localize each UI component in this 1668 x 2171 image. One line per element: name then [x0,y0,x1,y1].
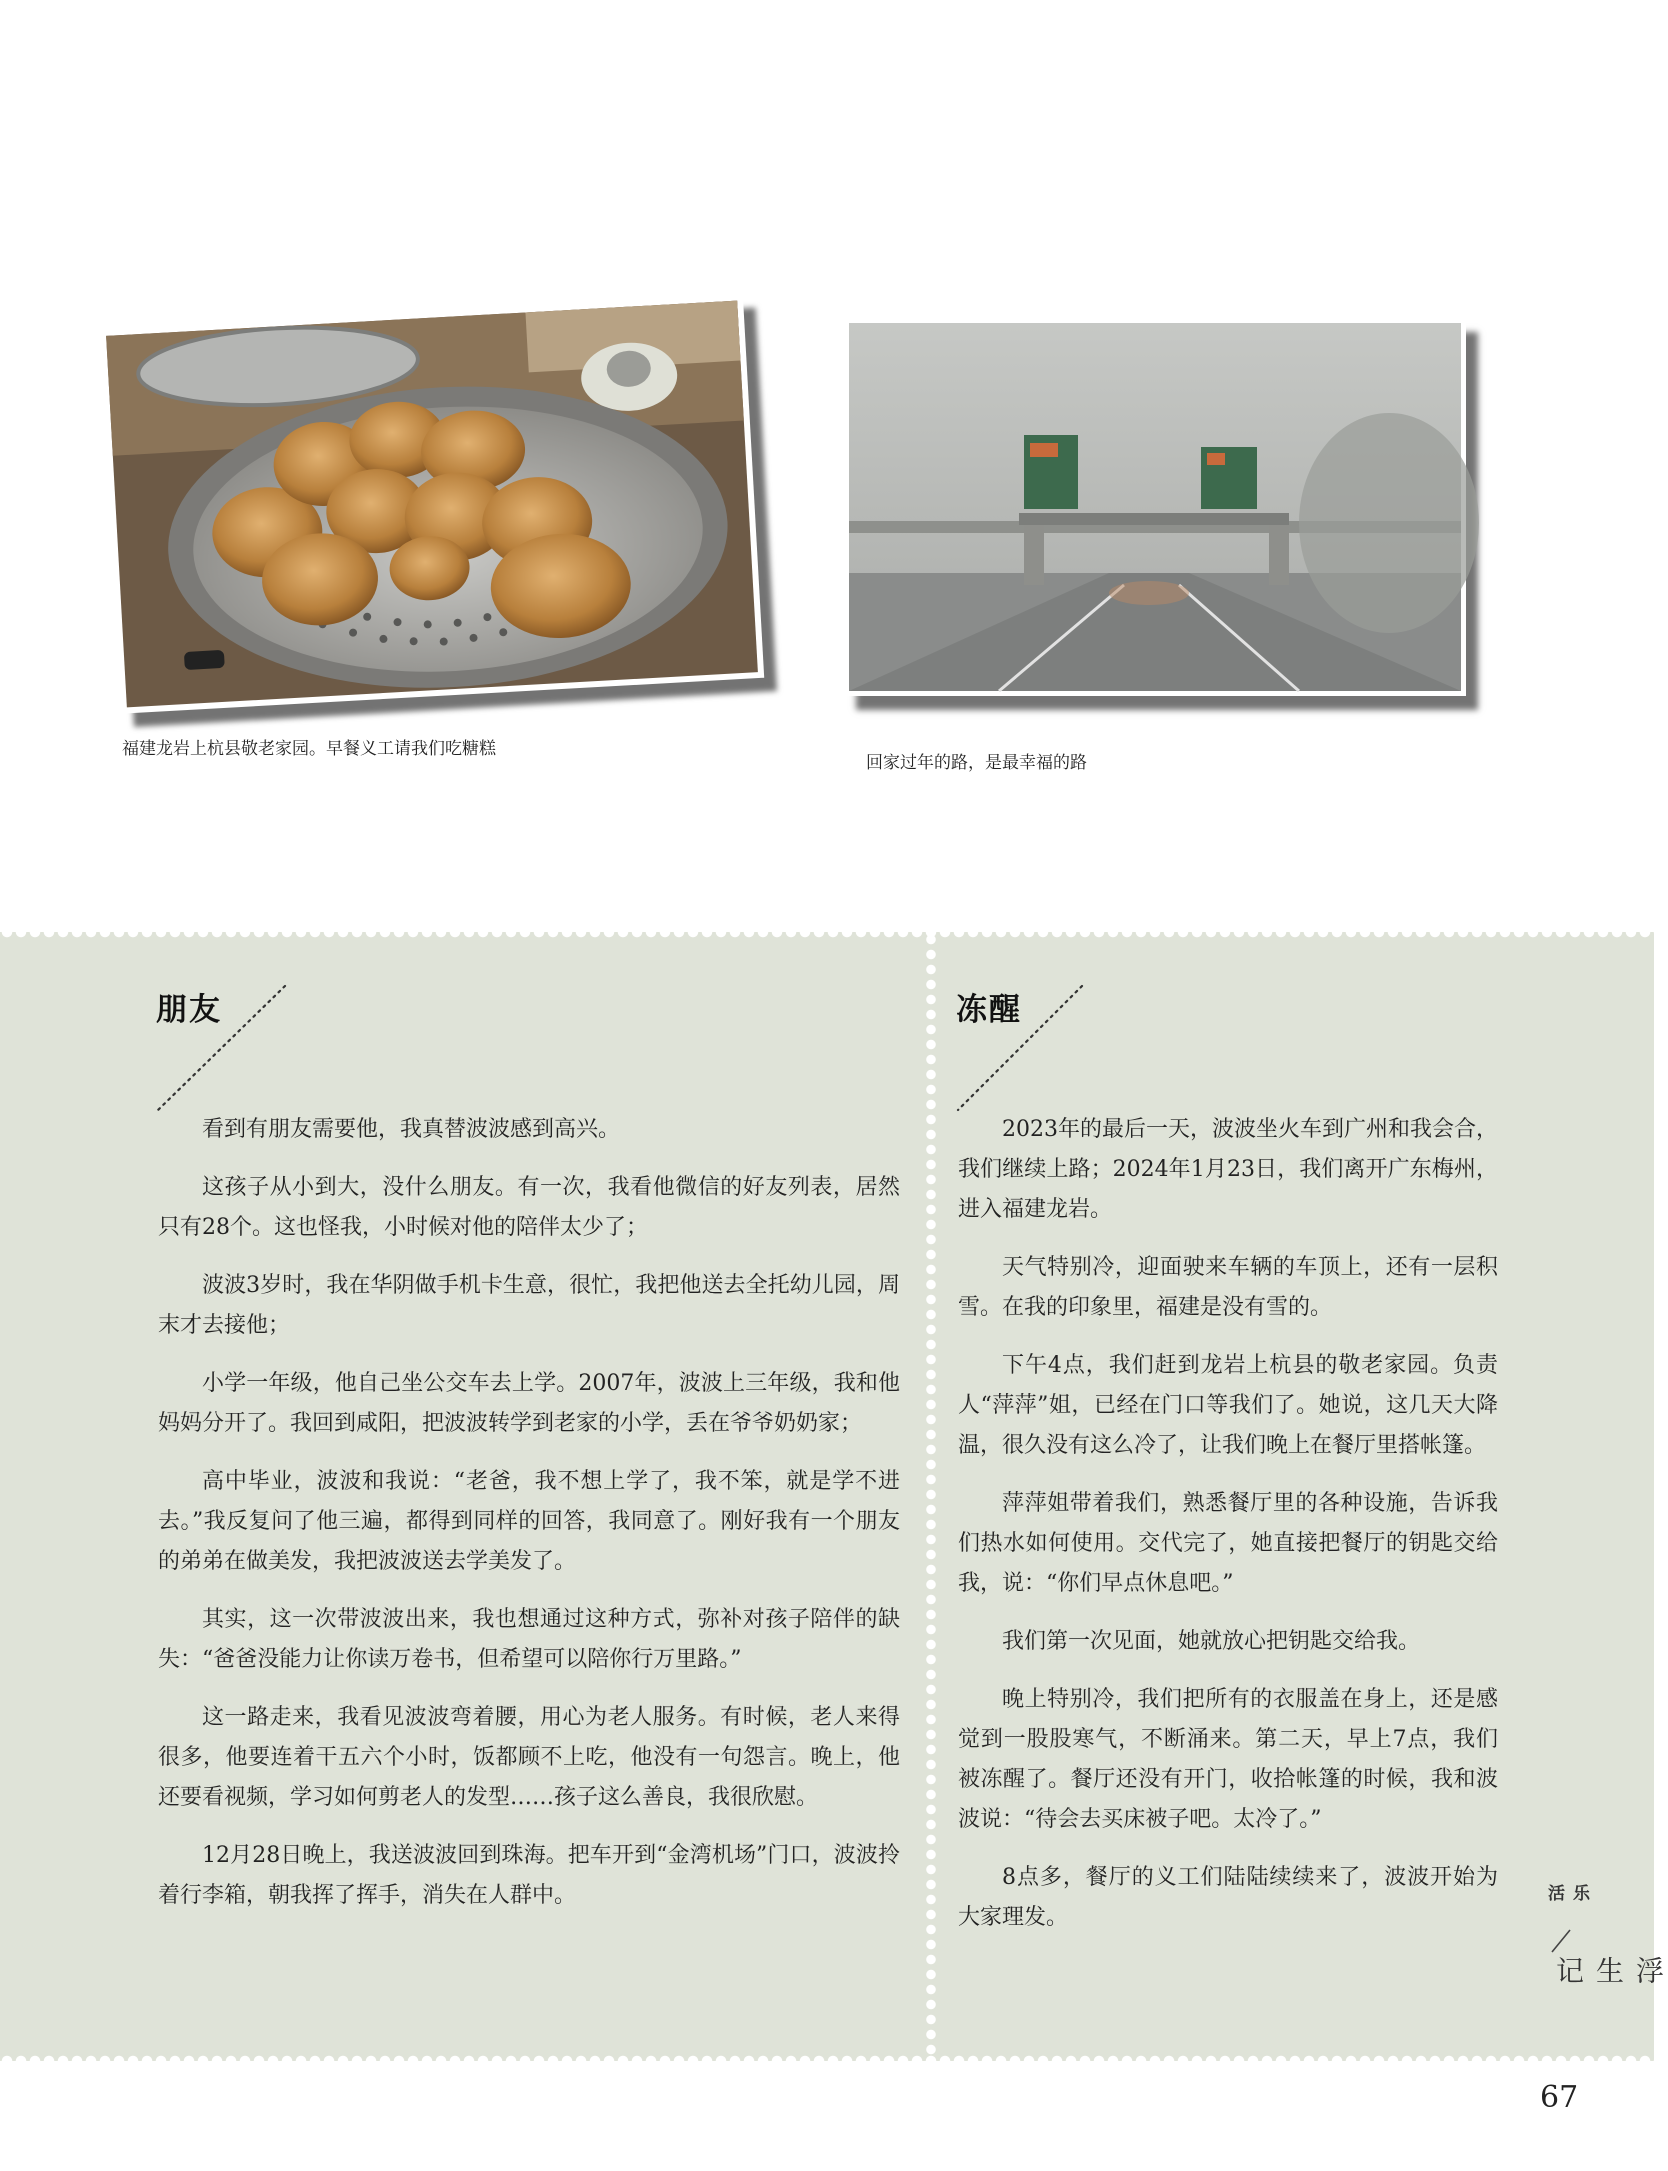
perforation-top [0,925,1654,939]
highway-photo-icon [849,323,1461,691]
dotted-line-icon [150,984,290,1114]
paragraph: 2023年的最后一天，波波坐火车到广州和我会合，我们继续上路；2024年1月23日，我们离开广东梅州，进入福建龙岩。 [958,1117,1498,1222]
photo-caption-right: 回家过年的路，是最幸福的路 [866,753,1087,773]
section-title: 浮生记 [1552,1956,1665,1986]
section-tag: 乐活 [1544,1884,1589,1901]
paragraph: 这孩子从小到大，没什么朋友。有一次，我看他微信的好友列表，居然只有28个。这也怪我，小时候对他的陪伴太少了； [158,1175,900,1240]
paragraph: 晚上特别冷，我们把所有的衣服盖在身上，还是感觉到一股股寒气，不断涌来。第二天，早上7点，我们被冻醒了。餐厅还没有开门，收拾帐篷的时候，我和波波说：“待会去买床被子吧。太冷了。” [958,1687,1498,1832]
dotted-line-icon [952,984,1092,1114]
paragraph: 这一路走来，我看见波波弯着腰，用心为老人服务。有时候，老人来得很多，他要连着干五六个小时，饭都顾不上吃，他没有一句怨言。晚上，他还要看视频，学习如何剪老人的发型……孩子这么善良，我很欣慰。 [158,1705,900,1810]
paragraph: 萍萍姐带着我们，熟悉餐厅里的各种设施，告诉我们热水如何使用。交代完了，她直接把餐厅的钥匙交给我，说：“你们早点休息吧。” [958,1491,1498,1596]
page-number: 67 [1540,2080,1579,2115]
slash-icon [1548,1928,1574,1954]
bottom-margin [0,2061,1654,2171]
section-heading-friends: 朋友 [156,992,222,1028]
paragraph: 看到有朋友需要他，我真替波波感到高兴。 [202,1117,621,1142]
paragraph: 12月28日晚上，我送波波回到珠海。把车开到“金湾机场”门口，波波拎着行李箱，朝我挥了挥手，消失在人群中。 [158,1843,900,1908]
article-panel [0,932,1654,2165]
paragraph: 我们第一次见面，她就放心把钥匙交给我。 [1002,1629,1421,1654]
steamer-photo-icon [106,301,758,708]
photo-caption-left: 福建龙岩上杭县敬老家园。早餐义工请我们吃糖糕 [122,739,496,759]
column-left [158,1110,900,1934]
photo-sugar-cakes [100,294,764,713]
paragraph: 8点多，餐厅的义工们陆陆续续来了，波波开始为大家理发。 [958,1865,1498,1930]
section-heading-frozen-awake: 冻醒 [956,992,1022,1028]
paragraph: 波波3岁时，我在华阴做手机卡生意，很忙，我把他送去全托幼儿园，周末才去接他； [158,1273,900,1338]
perforation-divider [924,932,938,2057]
paragraph: 天气特别冷，迎面驶来车辆的车顶上，还有一层积雪。在我的印象里，福建是没有雪的。 [958,1255,1498,1320]
paragraph: 高中毕业，波波和我说：“老爸，我不想上学了，我不笨，就是学不进去。”我反复问了他三遍，都得到同样的回答，我同意了。刚好我有一个朋友的弟弟在做美发，我把波波送去学美发了。 [158,1469,900,1574]
column-right [958,1110,1498,1956]
paragraph: 其实，这一次带波波出来，我也想通过这种方式，弥补对孩子陪伴的缺失：“爸爸没能力让你读万卷书，但希望可以陪你行万里路。” [158,1607,900,1672]
paragraph: 小学一年级，他自己坐公交车去上学。2007年，波波上三年级，我和他妈妈分开了。我回到咸阳，把波波转学到老家的小学，丢在爷爷奶奶家； [158,1371,900,1436]
photo-foggy-highway [844,318,1466,696]
paragraph: 下午4点，我们赶到龙岩上杭县的敬老家园。负责人“萍萍”姐，已经在门口等我们了。她说，这几天大降温，很久没有这么冷了，让我们晚上在餐厅里搭帐篷。 [958,1353,1498,1458]
